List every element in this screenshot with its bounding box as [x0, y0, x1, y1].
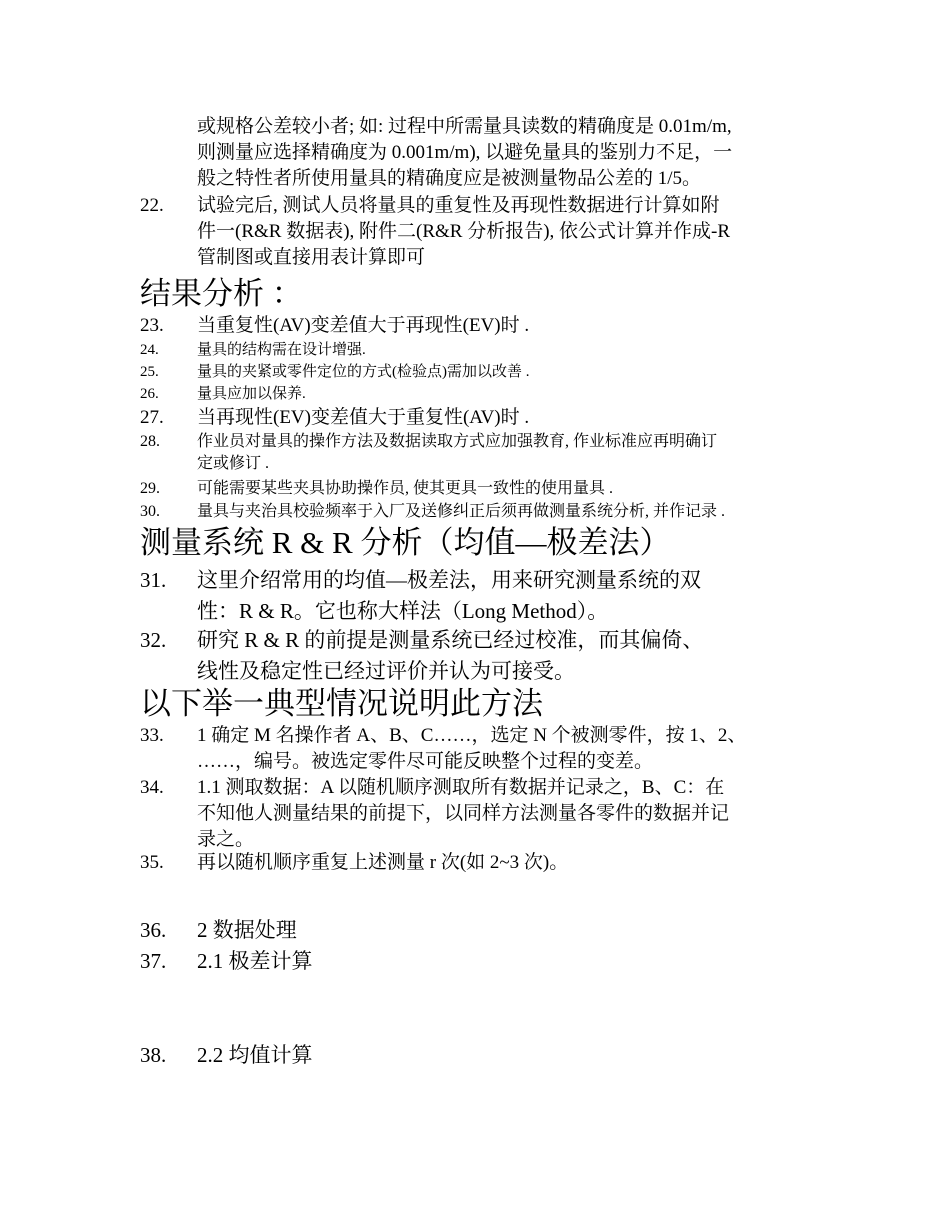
item-number: 32. [140, 628, 167, 652]
text-line: 这里介绍常用的均值—极差法，用来研究测量系统的双 [197, 568, 701, 592]
text-line: 件一(R&R 数据表), 附件二(R&R 分析报告), 依公式计算并作成-R [197, 221, 731, 242]
text-line: 不知他人测量结果的前提下，以同样方法测量各零件的数据并记 [197, 803, 730, 824]
item-number: 37. [140, 949, 167, 973]
item-number: 33. [140, 725, 164, 746]
text-line: 可能需要某些夹具协助操作员, 使其更具一致性的使用量具 . [197, 480, 614, 497]
item-number: 25. [140, 364, 159, 380]
item-number: 26. [140, 386, 159, 402]
text-line: ……，编号。被选定零件尽可能反映整个过程的变差。 [197, 751, 654, 772]
text-line: 试验完后, 测试人员将量具的重复性及再现性数据进行计算如附 [197, 195, 720, 216]
item-number: 22. [140, 195, 164, 216]
text-line: 性：R & R。它也称大样法（Long Method）。 [197, 599, 609, 623]
text-line: 2.1 极差计算 [197, 949, 313, 973]
item-number: 27. [140, 407, 164, 428]
text-line: 量具应加以保养. [197, 386, 306, 402]
text-line: 当再现性(EV)变差值大于重复性(AV)时 . [197, 407, 530, 428]
item-number: 38. [140, 1043, 167, 1067]
text-line: 再以随机顺序重复上述测量 r 次(如 2~3 次)。 [197, 852, 569, 873]
text-line: 般之特性者所使用量具的精确度应是被测量物品公差的 1/5。 [197, 168, 702, 189]
text-line: 作业员对量具的操作方法及数据读取方式应加强教育, 作业标准应再明确订 [197, 433, 718, 450]
item-number: 28. [140, 433, 160, 450]
item-number: 31. [140, 568, 167, 592]
heading-result-analysis: 结果分析 ： [140, 276, 303, 311]
item-number: 34. [140, 777, 164, 798]
heading-example: 以下举一典型情况说明此方法 [140, 686, 543, 721]
item-number: 29. [140, 480, 160, 497]
text-line: 量具的夹紧或零件定位的方式(检验点)需加以改善 . [197, 364, 530, 380]
text-line: 录之。 [197, 829, 255, 850]
text-line: 则测量应选择精确度为 0.001m/m), 以避免量具的鉴别力不足，一 [197, 142, 733, 163]
text-line: 2.2 均值计算 [197, 1043, 313, 1067]
text-line: 1.1 测取数据：A 以随机顺序测取所有数据并记录之，B、C：在 [197, 777, 725, 798]
text-line: 管制图或直接用表计算即可 [197, 247, 426, 268]
text-line: 线性及稳定性已经过评价并认为可接受。 [197, 659, 575, 683]
continuation-paragraph [197, 114, 817, 192]
item-number: 23. [140, 315, 164, 336]
text-line: 或规格公差较小者; 如: 过程中所需量具读数的精确度是 0.01m/m, [197, 116, 732, 137]
text-line: 当重复性(AV)变差值大于再现性(EV)时 . [197, 315, 530, 336]
text-line: 研究 R & R 的前提是测量系统已经过校准，而其偏倚、 [197, 628, 704, 652]
text-line: 1 确定 M 名操作者 A、B、C……，选定 N 个被测零件，按 1、2、 [197, 725, 747, 746]
text-line: 2 数据处理 [197, 918, 297, 942]
text-line: 定或修订 . [197, 455, 270, 472]
heading-msa-rr: 测量系统 R & R 分析（均值—极差法） [140, 525, 671, 560]
item-number: 36. [140, 918, 167, 942]
text-line: 量具与夹治具校验频率于入厂及送修纠正后须再做测量系统分析, 并作记录 . [197, 503, 726, 520]
item-number: 24. [140, 342, 159, 358]
item-number: 35. [140, 852, 164, 873]
item-number: 30. [140, 503, 160, 520]
text-line: 量具的结构需在设计增强. [197, 342, 366, 358]
